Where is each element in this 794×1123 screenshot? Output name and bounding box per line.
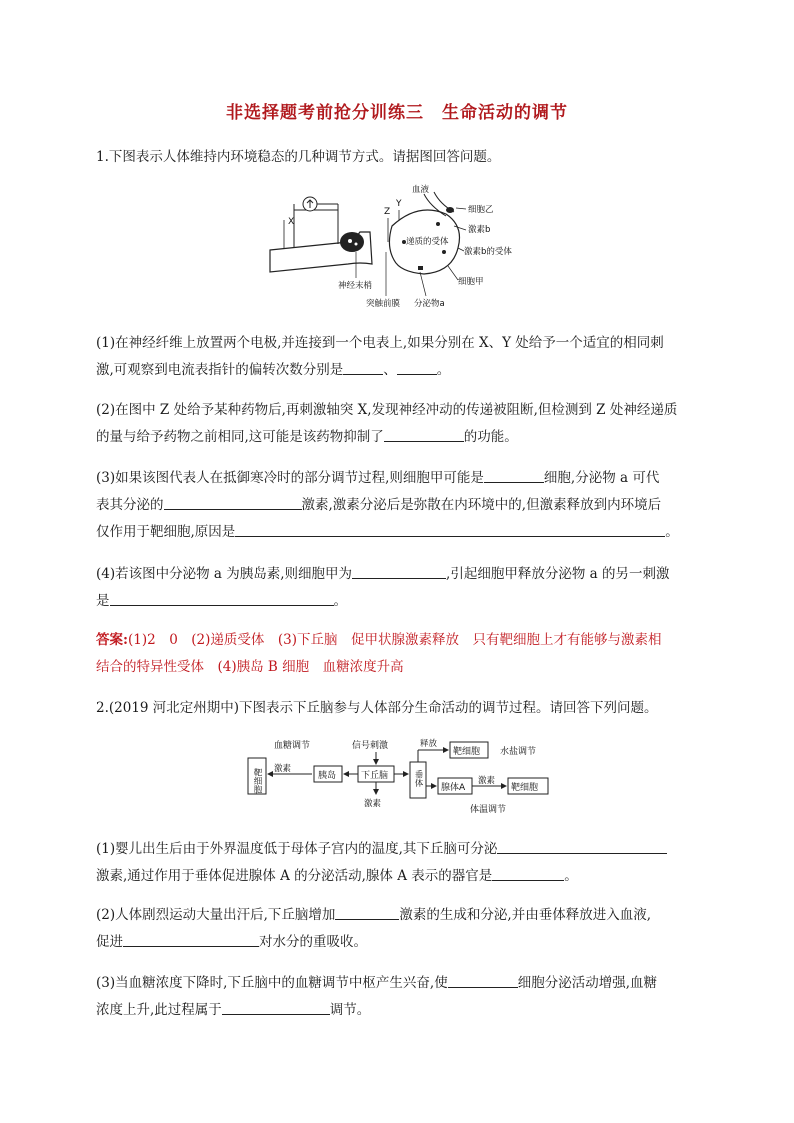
label-cell-a: 细胞甲 (458, 277, 484, 287)
answer-blank[interactable] (497, 839, 667, 854)
q2-p1-line1 (96, 836, 698, 863)
answer-blank[interactable] (384, 427, 464, 442)
q1-p4-line1 (96, 561, 698, 588)
q1-answer (96, 627, 698, 681)
q1-p4-text: (4)若该图中分泌物 a 为胰岛素,则细胞甲为 (96, 566, 353, 582)
q2-p1-text: 激素,通过作用于垂体促进腺体 A 的分泌活动,腺体 A 表示的器官是 (96, 868, 493, 884)
q1-stem: 1.下图表示人体维持内环境稳态的几种调节方式。请据图回答问题。 (96, 149, 501, 165)
q1-p3-text: 仅作用于靶细胞,原因是 (96, 524, 236, 540)
label-release: 释放 (420, 739, 438, 749)
q1-answer-line1 (96, 627, 698, 654)
q2-p1-end: 。 (564, 868, 578, 884)
answer-blank[interactable] (448, 973, 518, 988)
hypothalamus-box: 下丘脑 (361, 771, 389, 781)
q2-p3-text: 浓度上升,此过程属于 (96, 1002, 222, 1018)
label-hormone-1: 激素 (274, 764, 292, 774)
q2-p2-end: 对水分的重吸收。 (259, 934, 367, 950)
q2-p2-line2 (96, 929, 698, 956)
q2-p3-line1 (96, 970, 698, 997)
islet-box: 胰岛 (318, 771, 337, 781)
answer-blank[interactable] (492, 866, 564, 881)
target-cell-left: 靶细胞 (252, 768, 262, 794)
q1-part3 (96, 465, 698, 546)
q2-p2-text: 激素的生成和分泌,并由垂体释放进入血液, (399, 907, 652, 923)
label-temp-regulation: 体温调节 (470, 805, 507, 815)
answer-blank[interactable] (343, 360, 383, 375)
q1-p4-text: 是 (96, 593, 110, 609)
answer-label: 答案: (96, 632, 128, 648)
q2-p3-line2 (96, 997, 698, 1024)
q1-p2-line1: (2)在图中 Z 处给予某种药物后,再刺激轴突 X,发现神经冲动的传递被阻断,但检测到 Z 处神经递质 (96, 402, 678, 418)
target-cell-right: 靶细胞 (511, 783, 539, 793)
target-cell-top: 靶细胞 (453, 747, 481, 757)
q1-p3-text: 激素,激素分泌后是弥散在内环境中的,但激素释放到内环境后 (301, 497, 662, 513)
label-secretion-a: 分泌物a (414, 299, 445, 309)
q2-stem: 2.(2019 河北定州期中)下图表示下丘脑参与人体部分生命活动的调节过程。请回答下列问题。 (96, 700, 658, 716)
label-cell-b: 细胞乙 (468, 205, 494, 215)
answer-blank[interactable] (222, 1000, 330, 1015)
label-signal-stimulus: 信号刺激 (352, 741, 389, 751)
answer-blank[interactable] (235, 522, 665, 537)
q1-p3-line3 (96, 519, 698, 546)
q2-figure (244, 736, 552, 818)
q1-part1 (96, 330, 698, 384)
label-glucose-regulation: 血糖调节 (274, 741, 311, 751)
q1-answer-line2: 结合的特异性受体 (4)胰岛 B 细胞 血糖浓度升高 (96, 659, 404, 675)
q1-p3-line1 (96, 465, 698, 492)
q1-p1-line1: (1)在神经纤维上放置两个电极,并连接到一个电表上,如果分别在 X、Y 处给予一个适宜的相同刺 (96, 335, 664, 351)
label-hormone-b-receptor: 激素b的受体 (464, 247, 512, 257)
answer-blank[interactable] (335, 905, 399, 920)
label-nerve-ending: 神经末梢 (338, 281, 373, 291)
q1-p1-sep: 、 (383, 362, 397, 378)
synaptic-knob (340, 232, 364, 252)
q2-p2-line1 (96, 902, 698, 929)
answer-blank[interactable] (484, 468, 544, 483)
q1-p4-end: 。 (333, 593, 347, 609)
q1-p3-line2 (96, 492, 698, 519)
q1-p1-text: 激,可观察到电流表指针的偏转次数分别是 (96, 362, 344, 378)
q2-part3 (96, 970, 698, 1024)
q2-part1 (96, 836, 698, 890)
q1-p2-line2 (96, 424, 698, 451)
label-transmitter-receptor: 递质的受体 (406, 237, 449, 247)
q2-p2-text: (2)人体剧烈运动大量出汗后,下丘脑增加 (96, 907, 336, 923)
label-hormone-3: 激素 (478, 776, 496, 786)
label-x: X (288, 217, 295, 227)
gland-a-box: 腺体A (441, 783, 466, 793)
q1-p3-text: (3)如果该图代表人在抵御寒冷时的部分调节过程,则细胞甲可能是 (96, 470, 484, 486)
label-blood: 血液 (412, 185, 430, 195)
q1-p3-text: 细胞,分泌物 a 可代 (543, 470, 660, 486)
q2-p1-text: (1)婴儿出生后由于外界温度低于母体子宫内的温度,其下丘脑可分泌 (96, 841, 498, 857)
q1-p4-text: ,引起细胞甲释放分泌物 a 的另一刺激 (446, 566, 670, 582)
q2-p3-end: 调节。 (329, 1002, 371, 1018)
q2-p1-line2 (96, 863, 698, 890)
answer-blank[interactable] (397, 360, 437, 375)
q1-p2-text: 的量与给予药物之前相同,这可能是该药物抑制了 (96, 429, 384, 445)
answer-text: (1)2 0 (2)递质受体 (3)下丘脑 促甲状腺激素释放 只有靶细胞上才有能够与激素相 (127, 632, 662, 648)
answer-blank[interactable] (352, 564, 446, 579)
label-hormone-2: 激素 (364, 799, 382, 809)
q2-p3-text: 细胞分泌活动增强,血糖 (517, 975, 658, 991)
label-hormone-b: 激素b (468, 225, 491, 235)
q1-p1-line2 (96, 357, 698, 384)
label-z: Z (384, 207, 391, 217)
q1-p4-line2 (96, 588, 698, 615)
q1-figure (268, 180, 548, 312)
q1-part2 (96, 397, 698, 451)
q1-part4 (96, 561, 698, 615)
q1-p1-end: 。 (436, 362, 451, 378)
q2-part2 (96, 902, 698, 956)
answer-blank[interactable] (110, 591, 334, 606)
page-title: 非选择题考前抢分训练三 生命活动的调节 (226, 103, 568, 123)
label-y: Y (396, 199, 402, 209)
q2-p2-text: 促进 (96, 934, 123, 950)
pituitary-box: 垂体 (413, 770, 423, 787)
answer-blank[interactable] (164, 495, 302, 510)
q1-p2-end: 的功能。 (463, 429, 518, 445)
q1-p3-text: 表其分泌的 (96, 497, 164, 513)
label-water-salt-regulation: 水盐调节 (500, 747, 537, 757)
label-presynaptic: 突触前膜 (366, 299, 401, 309)
answer-blank[interactable] (123, 932, 259, 947)
q2-p3-text: (3)当血糖浓度下降时,下丘脑中的血糖调节中枢产生兴奋,使 (96, 975, 448, 991)
q1-p3-end: 。 (665, 524, 679, 540)
